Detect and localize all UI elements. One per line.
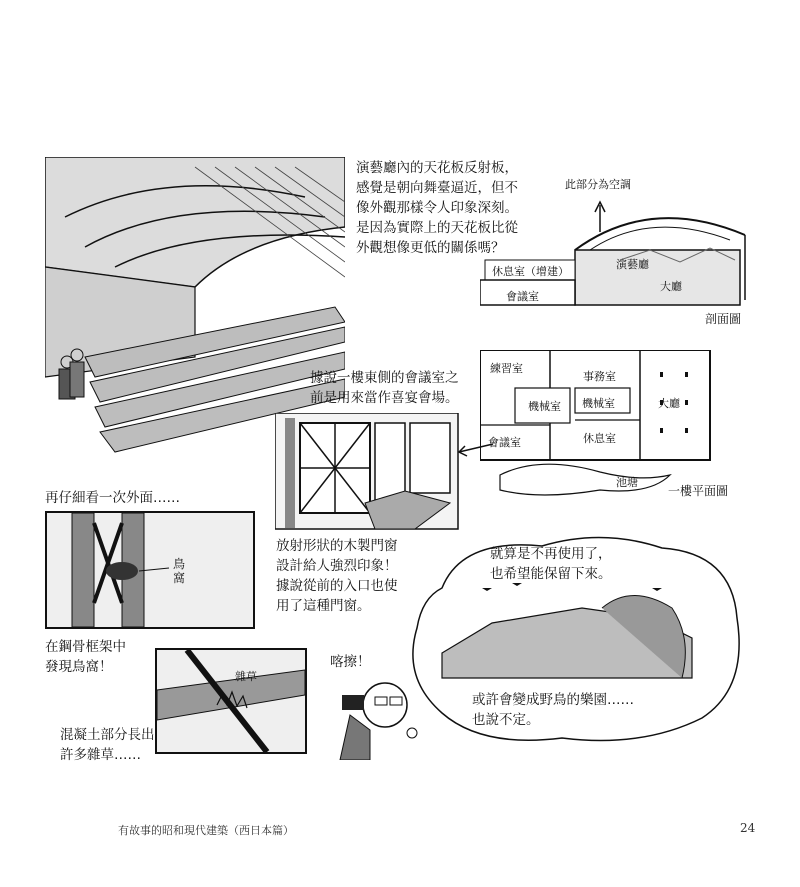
air-conditioning-label: 此部分為空調 (565, 178, 631, 191)
practice-room-label: 練習室 (490, 362, 523, 375)
thought-bubble (402, 528, 748, 753)
machine-room-label-1: 機械室 (528, 400, 561, 413)
radial-door-note: 放射形狀的木製門窗 設計給人強烈印象！ 據說從前的入口也使 用了這種門窗。 (276, 538, 398, 614)
nest-found-note: 在鋼骨框架中 發現鳥窩！ (45, 639, 126, 675)
bird-nest-label: 鳥 窩 (173, 557, 186, 585)
performance-hall-label: 演藝廳 (616, 258, 649, 271)
ceiling-reflector-note: 演藝廳內的天花板反射板， 感覺是朝向舞臺逼近，但不 像外觀那樣令人印象深刻。 是因為實際上的天花板比從 外觀想像更低的關係嗎？ (356, 160, 518, 256)
banquet-history-note: 據說一樓東側的會議室之 前是用來當作喜宴會場。 (310, 370, 459, 406)
keep-building-note: 就算是不再使用了， 也希望能保留下來。 (490, 546, 612, 582)
book-title: 有故事的昭和現代建築（西日本篇） (118, 824, 294, 837)
lounge-added-label: 休息室（增建） (492, 265, 569, 278)
section-diagram-caption: 剖面圖 (705, 312, 742, 326)
machine-room-label-2: 機械室 (582, 397, 615, 410)
plan-lounge-label: 休息室 (583, 432, 616, 445)
camera-click-note: 喀擦！ (330, 654, 371, 670)
page-number: 24 (740, 821, 756, 835)
section-hall-label: 大廳 (660, 280, 682, 293)
weeds-grow-note: 混凝土部分長出 許多雜草…… (60, 727, 155, 763)
pointer-arrow (455, 430, 495, 460)
section-diagram (480, 178, 760, 320)
pond-label: 池塘 (616, 476, 638, 489)
look-again-note: 再仔細看一次外面…… (45, 490, 180, 506)
floor-plan-caption: 一樓平面圖 (668, 484, 729, 498)
plan-meeting-room-label: 會議室 (488, 436, 521, 449)
floor-plan (480, 350, 720, 500)
office-label: 事務室 (583, 370, 616, 383)
bird-paradise-note: 或許會變成野鳥的樂園…… 也說不定。 (472, 692, 634, 728)
bird-nest-sketch (45, 511, 255, 629)
section-meeting-room-label: 會議室 (506, 290, 539, 303)
radial-door-illustration (275, 413, 460, 531)
hall-interior-illustration (45, 157, 345, 457)
weeds-label: 雜草 (235, 670, 257, 683)
plan-hall-label: 大廳 (658, 397, 680, 410)
